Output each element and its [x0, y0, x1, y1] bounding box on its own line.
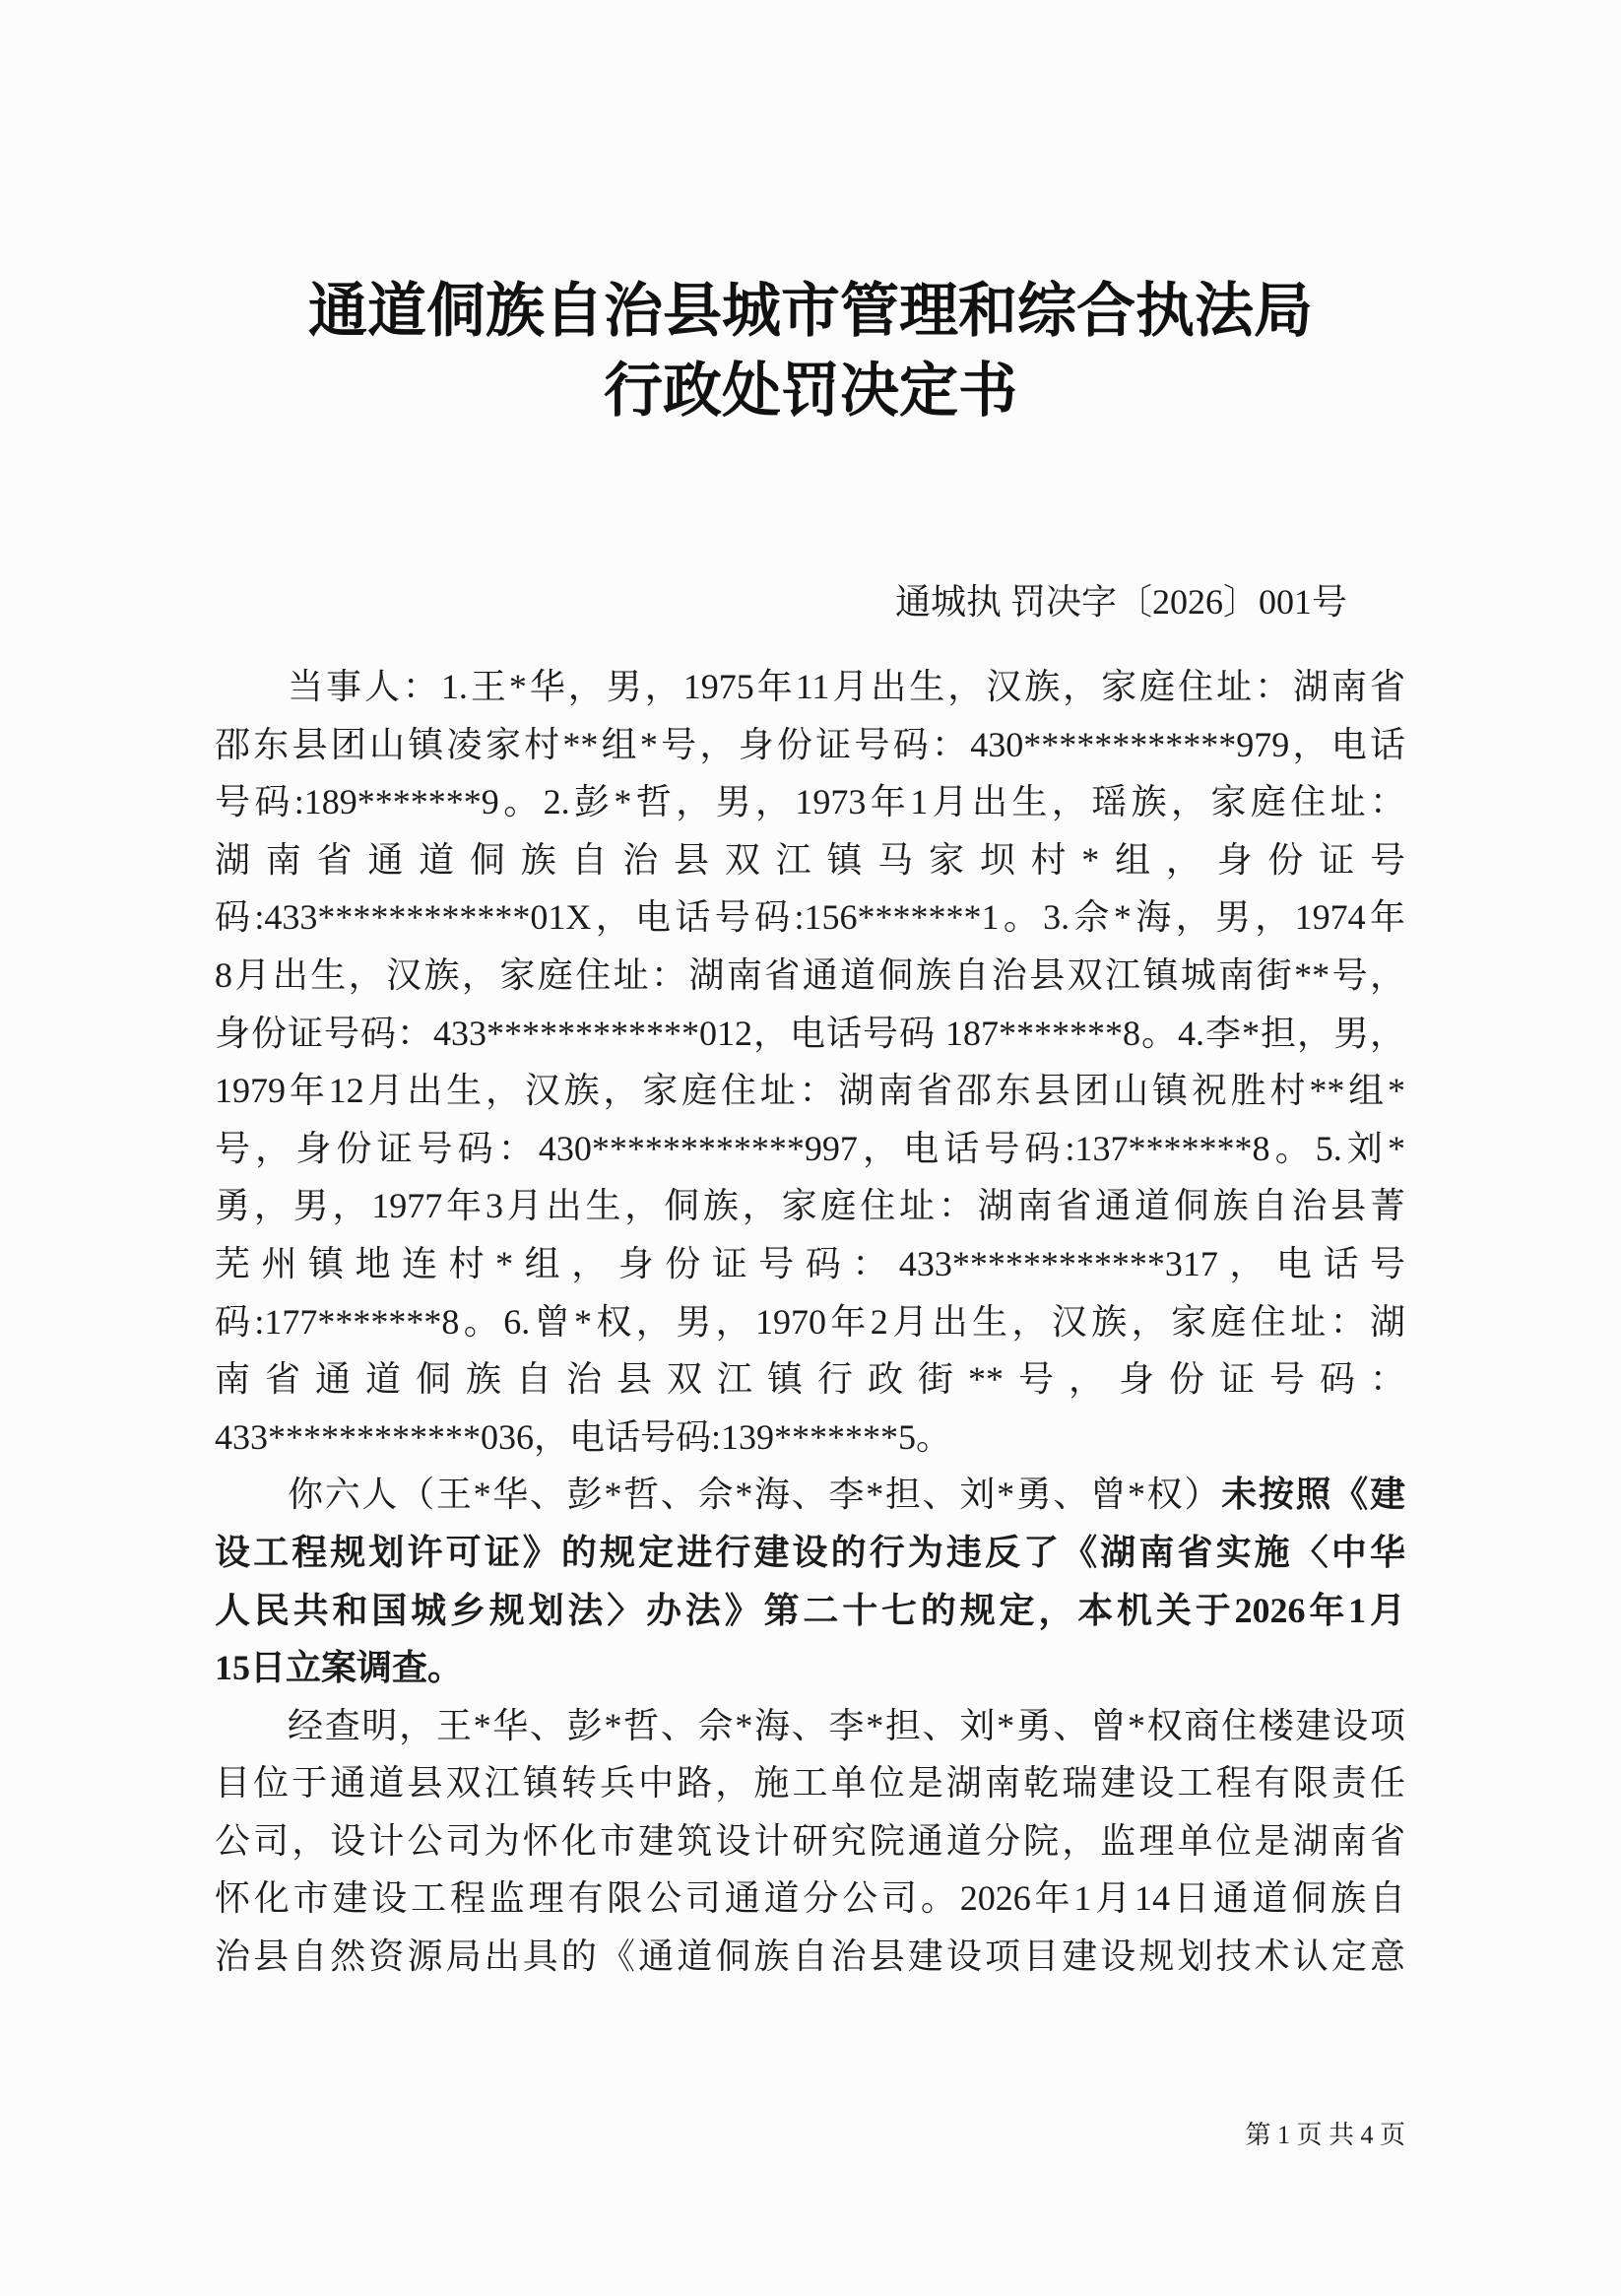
- text-line: 邵东县团山镇凌家村**组*号，身份证号码：430************979，电话: [215, 724, 1405, 764]
- document-title: [0, 272, 1621, 431]
- text-line: 1979年12月出生，汉族，家庭住址：湖南省邵东县团山镇祝胜村**组*: [215, 1071, 1405, 1111]
- text-line: 码:177*******8。6.曾*权，男，1970年2月出生，汉族，家庭住址：湖: [215, 1301, 1405, 1342]
- text-regular: 你六人（王*华、彭*哲、佘*海、李*担、刘*勇、曾*权）: [288, 1475, 1222, 1515]
- page-number-footer: 第 1 页 共 4 页: [1245, 2121, 1405, 2149]
- text-bold: 设工程规划许可证》的规定进行建设的行为违反了《湖南省实施〈中华: [215, 1532, 1405, 1572]
- text-bold: 未按照《建: [1221, 1475, 1405, 1515]
- text-line: 身份证号码：433************012，电话号码 187*******8。4.李*担，男，: [215, 1013, 1405, 1053]
- text-line: 号码:189*******9。2.彭*哲，男，1973年1月出生，瑶族，家庭住址：: [215, 782, 1405, 822]
- title-line-agency: 通道侗族自治县城市管理和综合执法局: [308, 279, 1313, 344]
- text-line: 号，身份证号码：430************997，电话号码:137*******8。5.刘*: [215, 1128, 1405, 1168]
- text-line: 勇，男，1977年3月出生，侗族，家庭住址：湖南省通道侗族自治县菁: [215, 1186, 1405, 1226]
- text-line: [215, 1639, 1405, 1697]
- text-line: 经查明，王*华、彭*哲、佘*海、李*担、刘*勇、曾*权商住楼建设项: [288, 1705, 1405, 1745]
- text-bold: 人民共和国城乡规划法〉办法》第二十七的规定，本机关于2026年1月: [215, 1590, 1405, 1630]
- paragraph-parties: [215, 658, 1405, 1466]
- text-line: 当事人：1.王*华，男，1975年11月出生，汉族，家庭住址：湖南省: [288, 667, 1405, 706]
- document-number: 通城执 罚决字〔2026〕001号: [894, 582, 1347, 622]
- paragraph-findings: [215, 1697, 1405, 1986]
- text-line: 433************036，电话号码:139*******5。: [215, 1416, 952, 1457]
- text-line: 芜州镇地连村*组，身份证号码：433************317，电话号: [215, 1243, 1405, 1283]
- paragraph-violation: [215, 1466, 1405, 1696]
- text-line: 南省通道侗族自治县双江镇行政街**号，身份证号码：: [215, 1359, 1405, 1400]
- text-line: 怀化市建设工程监理有限公司通道分公司。2026年1月14日通道侗族自: [215, 1878, 1405, 1919]
- text-line: [215, 1466, 1405, 1524]
- text-line: 湖南省通道侗族自治县双江镇马家坝村*组，身份证号: [215, 839, 1405, 880]
- text-line: 治县自然资源局出具的《通道侗族自治县建设项目建设规划技术认定意: [215, 1936, 1405, 1977]
- text-line: 8月出生，汉族，家庭住址：湖南省通道侗族自治县双江镇城南街**号，: [215, 954, 1405, 995]
- text-line: 目位于通道县双江镇转兵中路，施工单位是湖南乾瑞建设工程有限责任: [215, 1763, 1405, 1804]
- text-bold: 15日立案调查。: [215, 1648, 464, 1688]
- title-line-doc-type: 行政处罚决定书: [604, 359, 1017, 424]
- text-line: [215, 1524, 1405, 1582]
- text-line: 公司，设计公司为怀化市建筑设计研究院通道分院，监理单位是湖南省: [215, 1820, 1405, 1861]
- document-body: [215, 658, 1405, 1986]
- text-line: 码:433************01X，电话号码:156*******1。3.佘*海，男，1974年: [215, 897, 1405, 938]
- text-line: [215, 1582, 1405, 1640]
